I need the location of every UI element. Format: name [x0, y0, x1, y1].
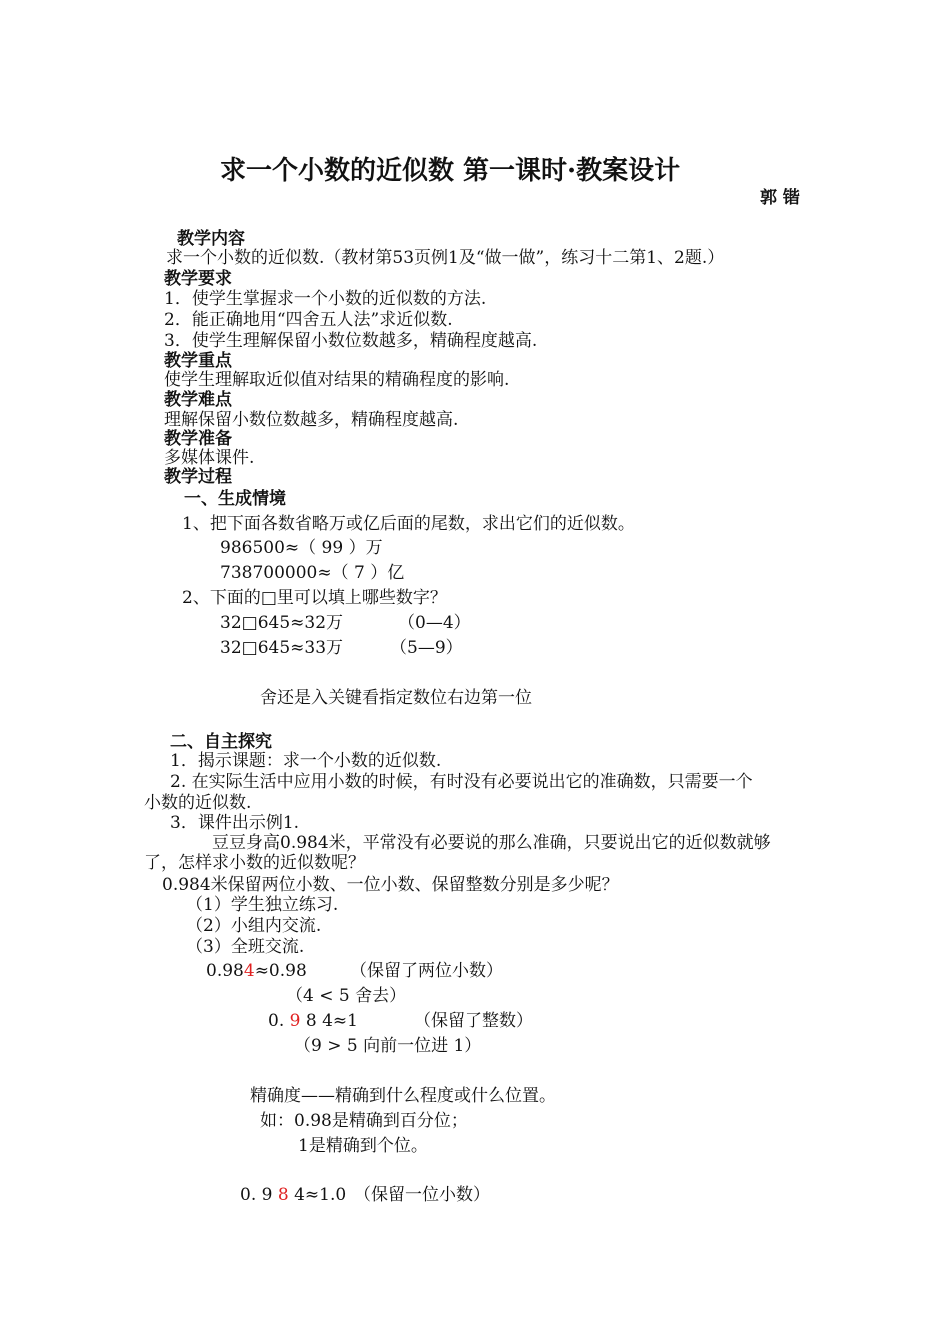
example-text: 了，怎样求小数的近似数呢？: [144, 853, 365, 873]
activity-step: （2）小组内交流.: [186, 916, 322, 936]
highlighted-digit: 9: [289, 1011, 301, 1031]
question-2-answer: （5—9）: [390, 638, 463, 658]
precision-definition: 精确度——精确到什么程度或什么位置。: [250, 1086, 556, 1106]
question-2: 2、下面的□里可以填上哪些数字？: [182, 588, 447, 608]
highlighted-digit: 8: [277, 1185, 289, 1205]
prep-text: 多媒体课件.: [164, 448, 255, 468]
part1-heading: 一、生成情境: [184, 489, 286, 509]
step-line: 2. 在实际生活中应用小数的时候，有时没有必要说出它的准确数，只需要一个: [170, 772, 753, 792]
precision-example: 如：0.98是精确到百分位；: [260, 1111, 468, 1131]
requirements-heading: 教学要求: [164, 269, 232, 289]
requirement-item: 2．能正确地用“四舍五人法”求近似数.: [164, 310, 453, 330]
key-heading: 教学重点: [164, 351, 232, 371]
rounding-note: （保留了整数）: [414, 1011, 533, 1031]
rounding-reason: （9 > 5 向前一位进 1）: [294, 1036, 482, 1056]
question-1-answer: 738700000≈（ 7 ）亿: [220, 563, 405, 583]
rounding-example-1: 0.984≈0.98: [206, 961, 307, 981]
rounding-note: （保留了两位小数）: [350, 961, 503, 981]
step-line: 3．课件出示例1.: [170, 813, 300, 833]
example-question: 0.984米保留两位小数、一位小数、保留整数分别是多少呢？: [162, 875, 619, 895]
question-2-answer: （0—4）: [398, 613, 471, 633]
rounding-example-3: 0. 9 8 4≈1.0: [240, 1185, 347, 1205]
requirement-item: 1．使学生掌握求一个小数的近似数的方法.: [164, 289, 487, 309]
content-heading: 教学内容: [177, 229, 245, 249]
question-2-item: 32□645≈32万: [220, 613, 344, 633]
page-title: 求一个小数的近似数 第一课时·教案设计: [220, 156, 681, 186]
example-text: 豆豆身高0.984米，平常没有必要说的那么准确，只要说出它的近似数就够: [212, 833, 771, 853]
highlighted-digit: 4: [243, 961, 255, 981]
activity-step: （1）学生独立练习.: [186, 895, 339, 915]
activity-step: （3）全班交流.: [186, 937, 305, 957]
step-line: 1．揭示课题：求一个小数的近似数.: [170, 751, 442, 771]
author-name: 郭 锴: [760, 188, 800, 208]
question-1-answer: 986500≈（ 99 ）万: [220, 538, 383, 558]
part2-heading: 二、自主探究: [170, 732, 272, 752]
question-2-item: 32□645≈33万: [220, 638, 344, 658]
requirement-item: 3．使学生理解保留小数位数越多，精确程度越高.: [164, 331, 538, 351]
precision-example: 1是精确到个位。: [298, 1136, 428, 1156]
rule-note: 舍还是入关键看指定数位右边第一位: [260, 688, 532, 708]
step-line: 小数的近似数.: [144, 793, 252, 813]
rounding-reason: （4 < 5 舍去）: [286, 986, 407, 1006]
process-heading: 教学过程: [164, 467, 232, 487]
rounding-example-2: 0. 9 8 4≈1: [268, 1011, 358, 1031]
question-1: 1、把下面各数省略万或亿后面的尾数，求出它们的近似数。: [182, 514, 635, 534]
key-text: 使学生理解取近似值对结果的精确程度的影响.: [164, 370, 510, 390]
content-text: 求一个小数的近似数.（教材第53页例1及“做一做”，练习十二第1、2题.）: [166, 248, 725, 268]
prep-heading: 教学准备: [164, 429, 232, 449]
difficulty-text: 理解保留小数位数越多，精确程度越高.: [164, 410, 459, 430]
rounding-note: （保留一位小数）: [354, 1185, 490, 1205]
difficulty-heading: 教学难点: [164, 390, 232, 410]
